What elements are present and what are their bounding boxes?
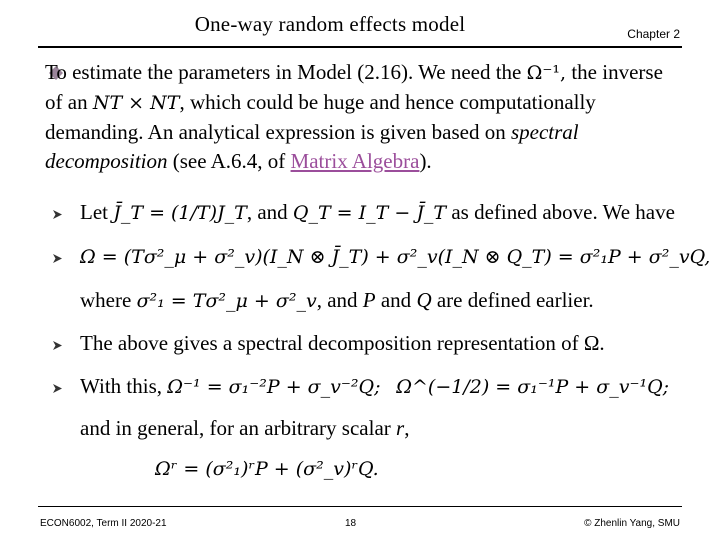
slide-title: One-way random effects model — [194, 12, 466, 36]
bullet-spectral — [80, 331, 605, 356]
omega-power-formula — [155, 456, 379, 481]
bullet-icon — [53, 254, 62, 263]
bullet-icon — [53, 210, 62, 219]
bullet-omega-formula — [80, 244, 710, 269]
bullet-with-this — [80, 374, 669, 399]
intro-math-1: Ω⁻¹, — [526, 62, 567, 84]
bullet-icon — [53, 341, 62, 350]
intro-emphasis: spectral decomposition — [45, 120, 579, 173]
bullet-in-general — [80, 416, 409, 441]
bullet-math: Q — [416, 288, 432, 312]
intro-text-2: the inverse of an — [45, 60, 663, 114]
footer-course: ECON6002, Term II 2020-21 — [40, 518, 167, 529]
bullet-text: where — [80, 288, 137, 312]
intro-text-5: (see A.6.4, of — [167, 149, 291, 173]
intro-text-1: To estimate the parameters in Model (2.16). We need the — [45, 60, 527, 84]
bullet-math: Ω^(−1/2) = σ₁⁻¹P + σ_v⁻¹Q; — [396, 376, 670, 398]
bullet-text: as defined above. We have — [446, 200, 675, 224]
bullet-text: , and — [246, 200, 293, 224]
footer-author: © Zhenlin Yang, SMU — [584, 518, 680, 529]
bullet-text: are defined earlier. — [431, 288, 594, 312]
bullet-math: r — [396, 416, 405, 440]
bullet-math: σ²₁ = Tσ²_μ + σ²_v — [136, 290, 317, 312]
intro-text-6: ). — [419, 149, 432, 173]
bullet-math: P — [362, 288, 376, 312]
bullet-text: and — [375, 288, 417, 312]
bullet-icon — [53, 384, 62, 393]
footer-page-number: 18 — [345, 518, 357, 529]
bullet-math: Ωʳ = (σ²₁)ʳP + (σ²_v)ʳQ. — [155, 458, 379, 480]
bullet-text: , — [404, 416, 410, 440]
bullet-text: , and — [316, 288, 363, 312]
bullet-let — [80, 200, 675, 225]
intro-text-3: , which could be huge and hence computationally demanding. An analytical expression is given based on — [45, 90, 596, 144]
matrix-algebra-link[interactable]: Matrix Algebra — [290, 149, 420, 173]
intro-paragraph — [45, 58, 685, 176]
intro-math-2: NT × NT — [92, 92, 180, 114]
bullet-text: The above gives a spectral decomposition representation of Ω. — [80, 331, 605, 355]
bullet-text: With this, — [80, 374, 168, 398]
bullet-text: Let — [80, 200, 114, 224]
bullet-math: Q_T = I_T − J̄_T — [292, 202, 447, 224]
chapter-label: Chapter 2 — [627, 27, 680, 41]
bullet-math: Ω⁻¹ = σ₁⁻²P + σ_v⁻²Q; — [167, 376, 381, 398]
header-rule — [38, 46, 682, 48]
footer-rule — [38, 506, 682, 507]
bullet-text: and in general, for an arbitrary scalar — [80, 416, 397, 440]
bullet-where — [80, 288, 594, 313]
bullet-math: Ω = (Tσ²_μ + σ²_v)(I_N ⊗ J̄_T) + σ²_v(I_N ⊗ Q_T) = σ²₁P + σ²_vQ, — [80, 246, 711, 268]
bullet-math: J̄_T = (1/T)J_T — [113, 202, 247, 224]
